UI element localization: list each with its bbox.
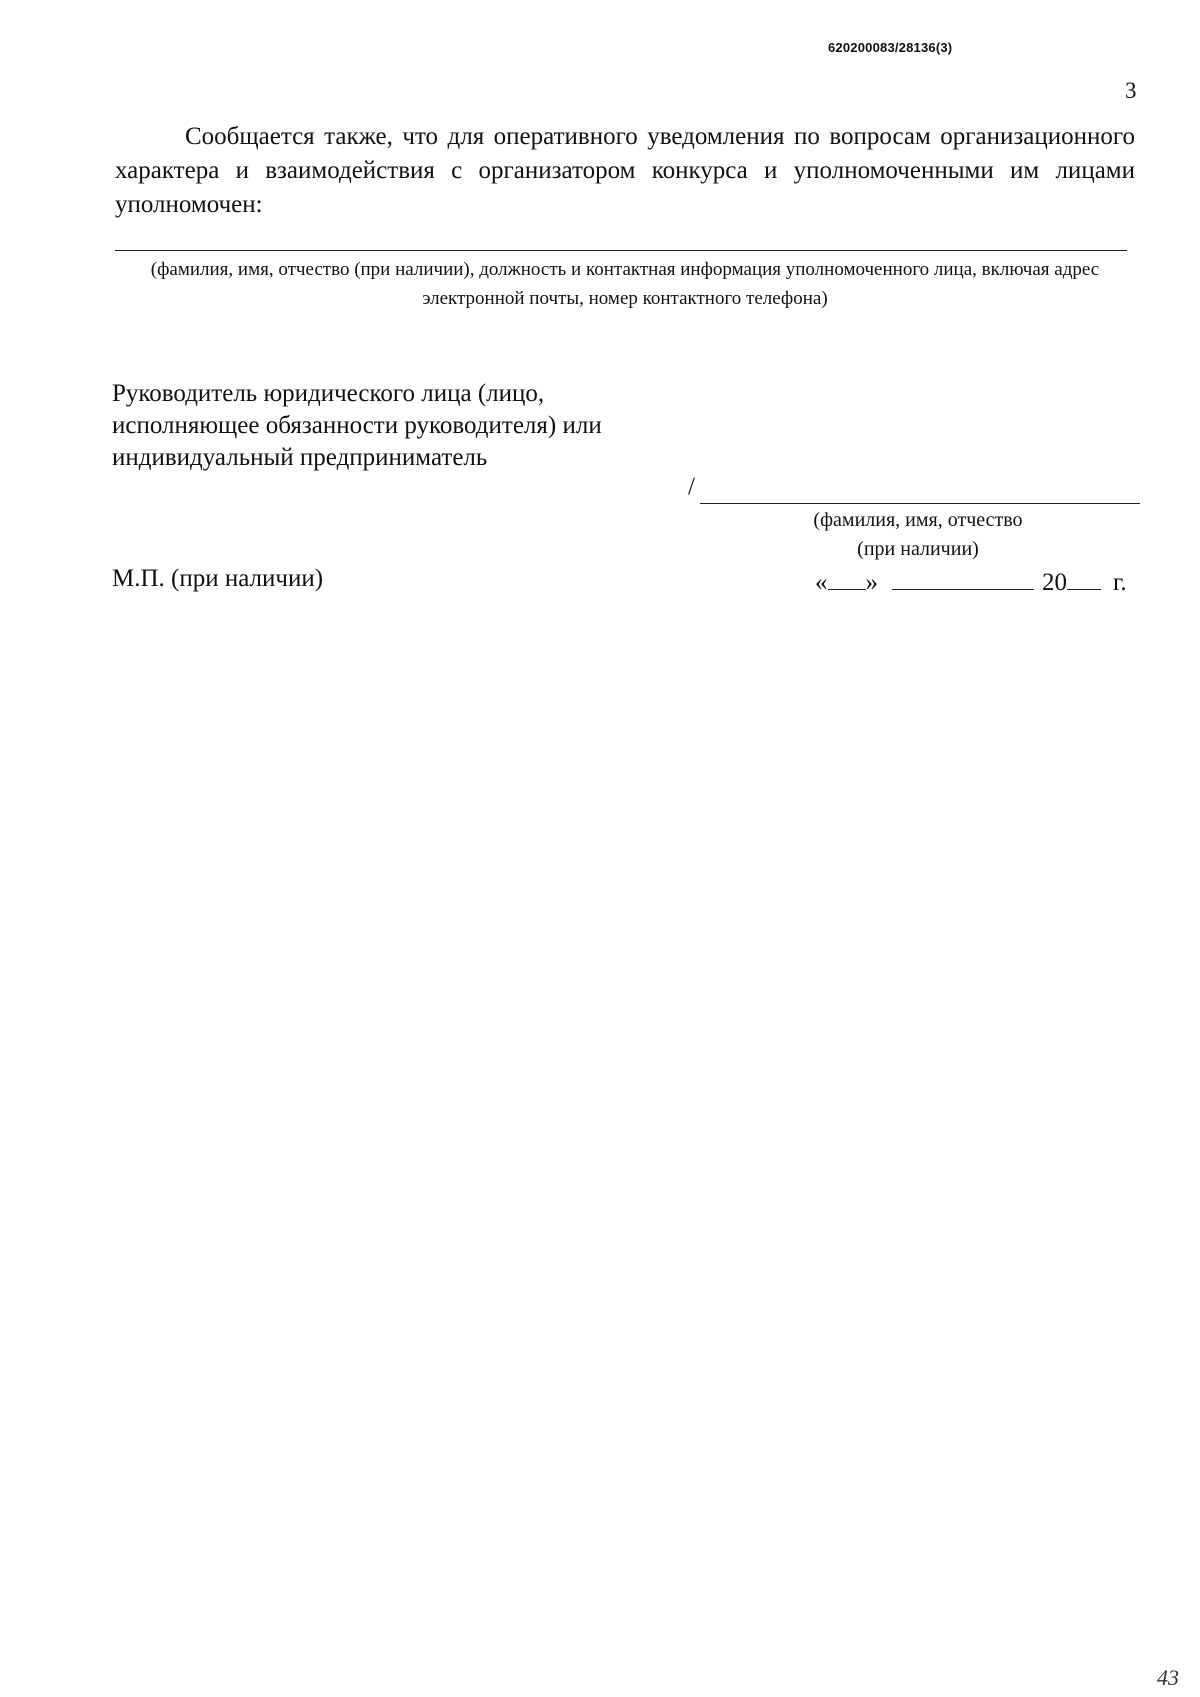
contact-caption: (фамилия, имя, отчество (при наличии), должность и контактная информация уполномоченного лица, включая адрес электронной почты, номер контактного телефона) [150,259,1100,309]
stamp-label: М.П. (при наличии) [112,565,324,592]
signer-title: Руководитель юридического лица (лицо, исполняющее обязанности руководителя) или индивидуальный предприниматель [112,380,602,471]
signature-line [700,503,1140,504]
date-open-quote: « [815,569,828,596]
date-month-blank [892,563,1034,590]
page-number: 3 [1125,78,1137,103]
date-century: 20 [1042,569,1067,596]
signature-caption-line-2: (при наличии) [857,538,979,560]
intro-paragraph: Сообщается также, что для оперативного уведомления по вопросам организационного характера и взаимодействия с организатором конкурса и уполномоченными им лицами уполномочен: [115,123,1135,218]
signature-slash: / [688,473,695,500]
signature-caption [768,506,1068,564]
date-day-blank [828,563,866,590]
contact-fill-line [115,250,1127,251]
date-close-quote: » [865,569,878,596]
date-row [815,563,1127,597]
date-year-blank [1067,563,1101,590]
signature-caption-line-1: (фамилия, имя, отчество [813,509,1023,531]
corner-handwritten-mark: 43 [1157,1665,1179,1690]
document-number: 620200083/28136(3) [828,40,953,55]
date-year-suffix: г. [1113,569,1127,596]
